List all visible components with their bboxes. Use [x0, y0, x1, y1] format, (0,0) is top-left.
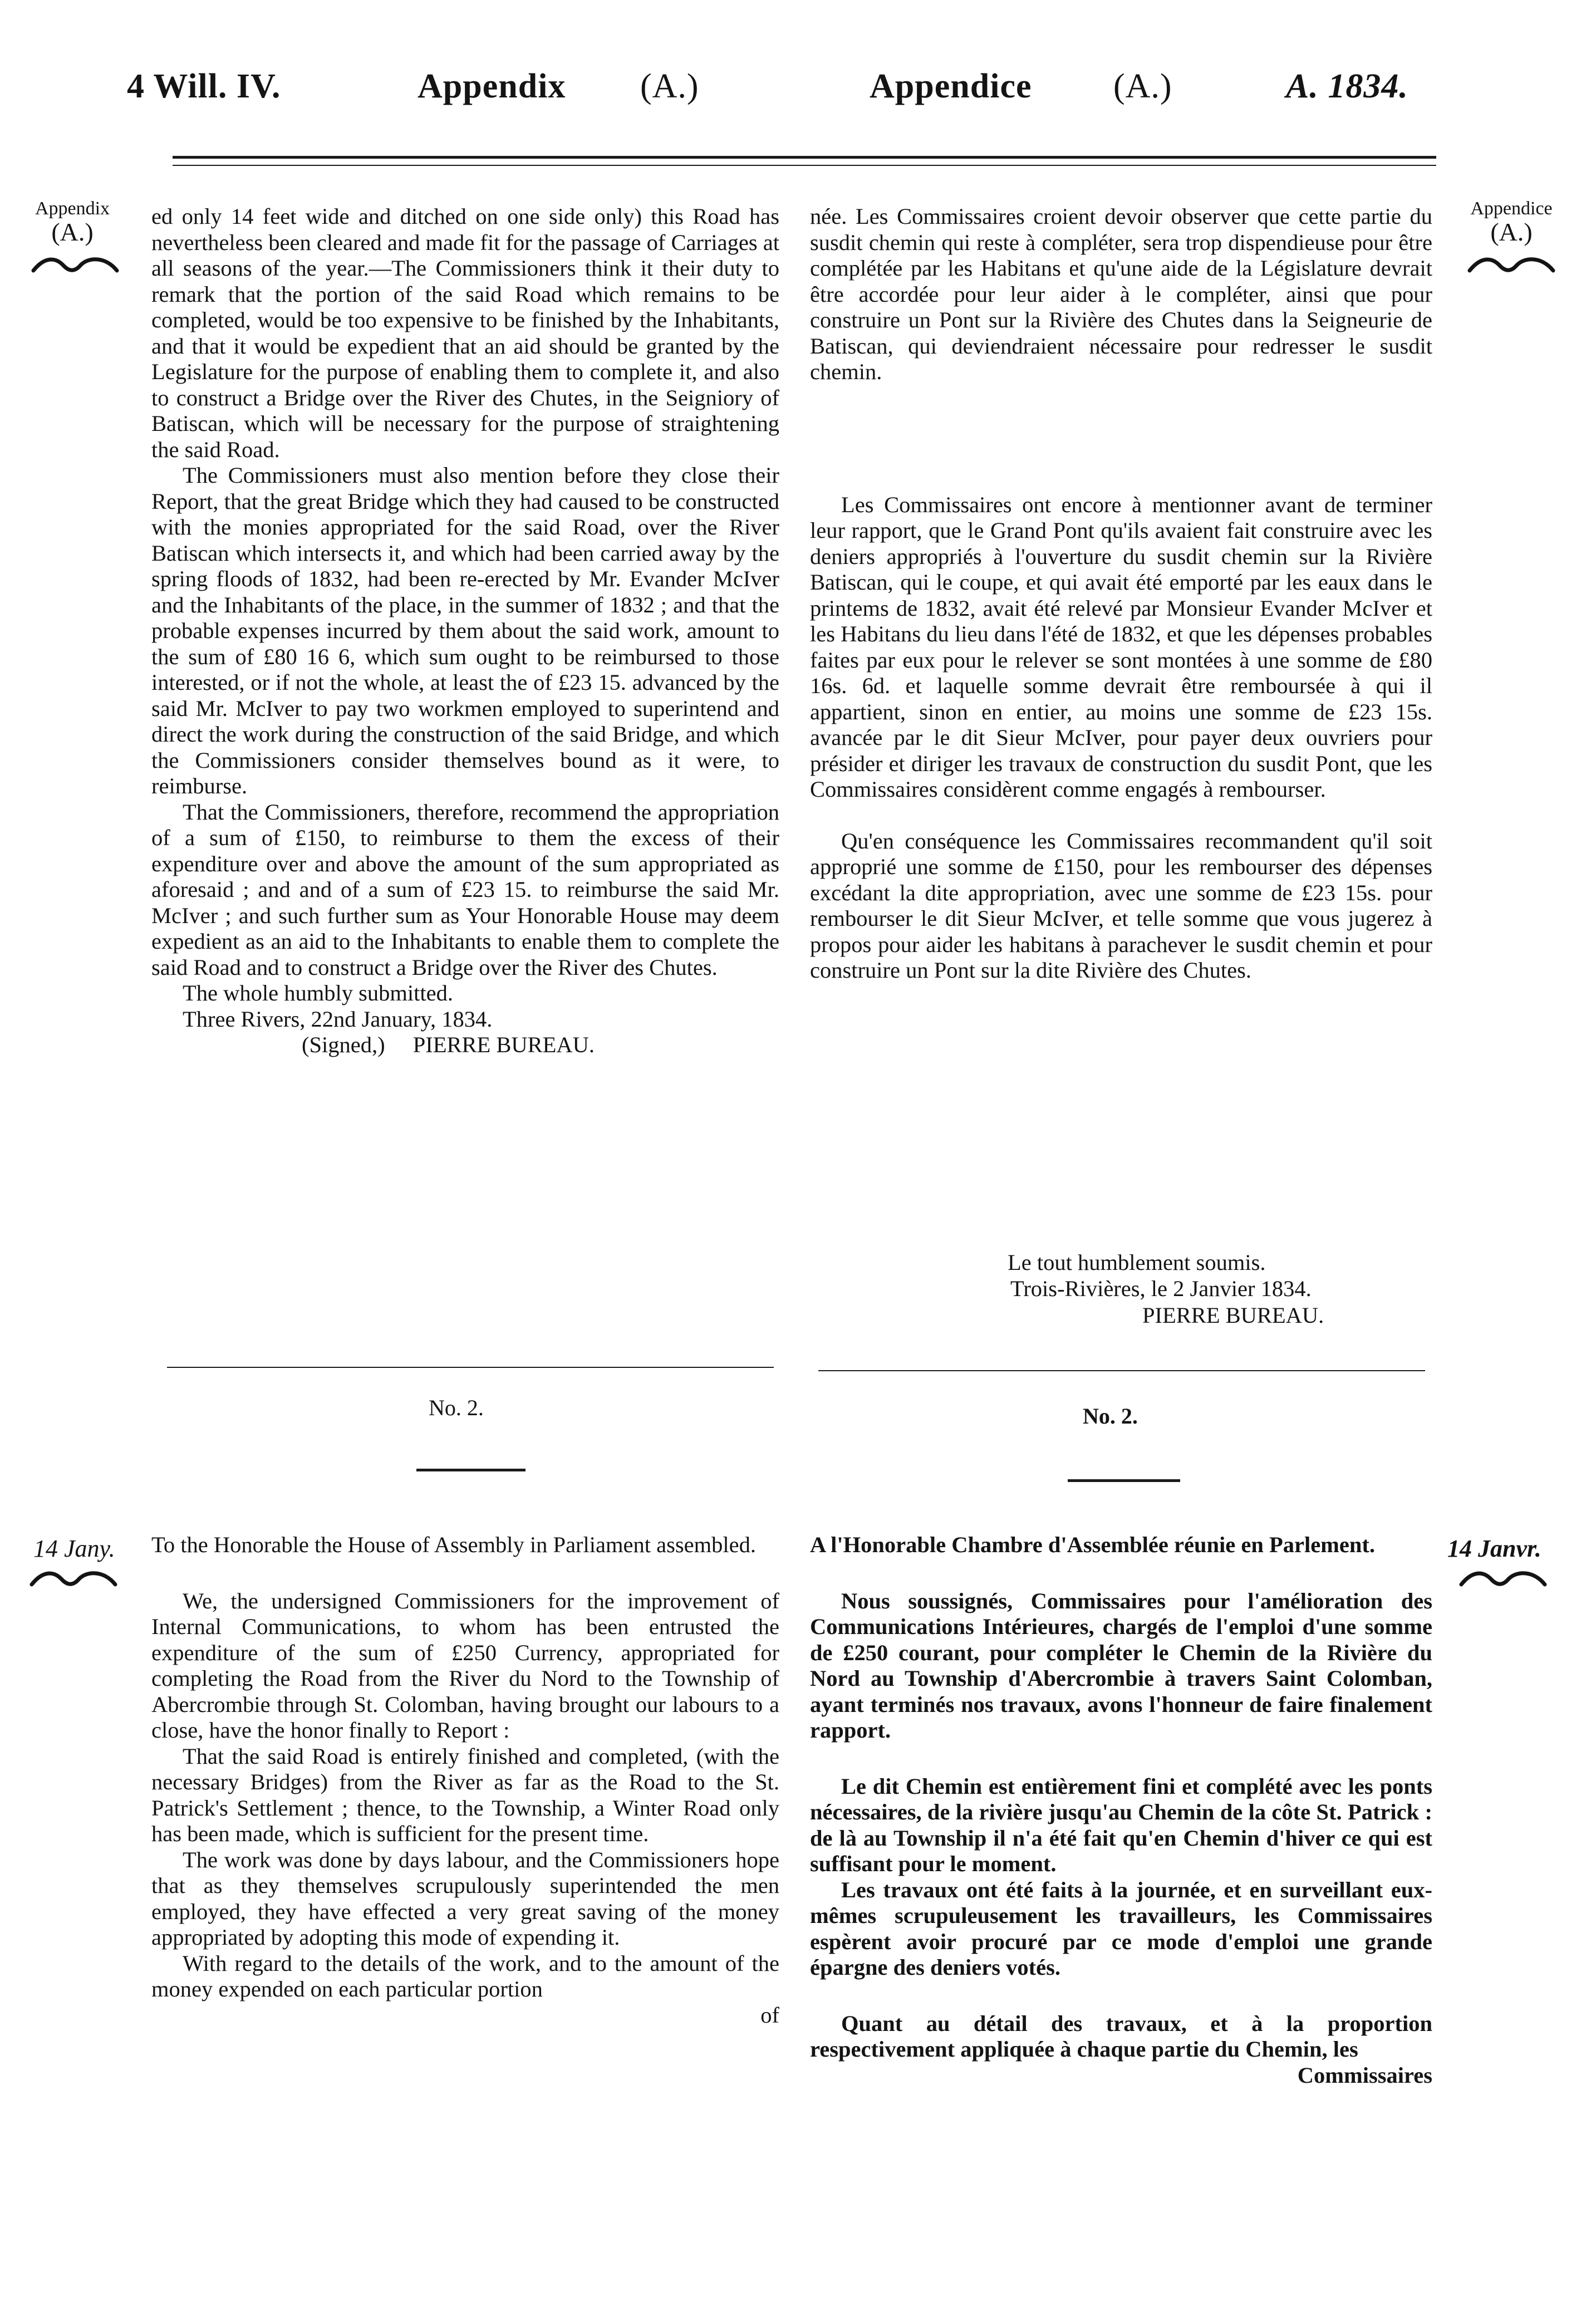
short-rule-right: [1068, 1479, 1180, 1482]
section-divider-left: [167, 1367, 774, 1368]
report-english-column: [151, 204, 779, 1058]
english-place-date: Three Rivers, 22nd January, 1834.: [183, 1006, 493, 1032]
flourish-ornament: [31, 254, 120, 276]
french-paragraph: née. Les Commissaires croient devoir observer que cette partie du susdit chemin qui reste à compléter, sera trop dispendieuse pour être complétée par les Habitans et qu'une aide de la Législature devrait être accordée pour leur aider à le compléter, ainsi que pour construire un Pont sur la Rivière des Chutes dans la Seigneurie de Batiscan, qui deviendraient nécessaire pour redresser le susdit chemin.: [810, 204, 1432, 384]
french-address: A l'Honorable Chambre d'Assemblée réunie en Parlement.: [810, 1532, 1376, 1557]
header-appendice-title: Appendice: [870, 67, 1032, 105]
margin-note-appendice-label: (A.): [1490, 218, 1533, 246]
french-paragraph: Quant au détail des travaux, et à la proportion respectivement appliquée à chaque partie du Chemin, les: [810, 2010, 1432, 2062]
letter-english-column: [151, 1532, 779, 2028]
margin-note-appendix-text: Appendix: [35, 198, 110, 219]
english-paragraph: ed only 14 feet wide and ditched on one side only) this Road has nevertheless been cleared and made fit for the passage of Carriages at all seasons of the year.—The Commissioners think it their duty to remark that the portion of the said Road which remains to be completed, would be too expensive to be finished by the Inhabitants, and that it would be expedient that an aid should be granted by the Legislature for the purpose of enabling them to complete it, and also to construct a Bridge over the River des Chutes, in the Seigniory of Batiscan, which will be necessary for the purpose of straightening the said Road.: [151, 204, 779, 462]
header-regnal-year: 4 Will. IV.: [127, 67, 281, 105]
signer-name: PIERRE BUREAU.: [412, 1032, 595, 1057]
header-appendice-label: (A.): [1113, 67, 1172, 105]
flourish-ornament: [29, 1568, 118, 1590]
header-appendix-label: (A.): [640, 67, 699, 105]
flourish-ornament: [1464, 254, 1559, 276]
english-address: To the Honorable the House of Assembly in Parliament assembled.: [151, 1532, 756, 1557]
english-closing: The whole humbly submitted.: [183, 980, 453, 1005]
header-year: A. 1834.: [1286, 67, 1408, 105]
document-number-left: No. 2.: [429, 1395, 484, 1420]
french-place-date: Trois-Rivières, le 2 Janvier 1834.: [1010, 1276, 1312, 1301]
document-number-right: No. 2.: [1083, 1404, 1138, 1429]
letter-french-column: [810, 1532, 1432, 2088]
french-paragraph: Nous soussignés, Commissaires pour l'amélioration des Communications Intérieures, chargés de l'emploi d'une somme de £250 courant, pour compléter le Chemin de la Rivière du Nord au Township d'Abercrombie à travers Saint Colomban, ayant terminés nos travaux, avons l'honneur de faire finalement rapport.: [810, 1588, 1432, 1743]
report-french-column: [810, 204, 1432, 984]
english-paragraph: That the Commissioners, therefore, recommend the appropriation of a sum of £150, to reimburse to them the excess of their expenditure over and above the amount of the sum appropriated as aforesaid ; and and of a sum of £23 15. to reimburse the said Mr. McIver ; and such further sum as Your Honorable House may deem expedient as an aid to the Inhabitants to enable them to complete the said Road and to construct a Bridge over the River des Chutes.: [151, 799, 779, 980]
english-signature-line: [151, 1032, 779, 1058]
english-paragraph: The work was done by days labour, and the Commissioners hope that as they themselves scrupulously superintended the men employed, they have effected a very great saving of the money appropriated by adopting this mode of expending it.: [151, 1847, 779, 1950]
flourish-ornament: [1456, 1568, 1550, 1590]
margin-note-appendice: [1456, 198, 1567, 244]
french-paragraph: Qu'en conséquence les Commissaires recommandent qu'il soit approprié une somme de £150, pour les rembourser des dépenses excédant la dite appropriation, avec une somme de £23 15s. pour rembourser le dit Sieur McIver, et telle somme que vous jugerez à propos pour aider les habitans à parachever le susdit chemin et pour construire un Pont sur la dite Rivière des Chutes.: [810, 828, 1432, 983]
french-paragraph: Les travaux ont été faits à la journée, et en surveillant eux-mêmes scrupuleusement les travailleurs, les Commissaires espèrent avoir procuré par ce mode d'emploi une grande épargne des deniers votés.: [810, 1877, 1432, 1980]
french-catchword: Commissaires: [1297, 2062, 1432, 2088]
french-paragraph: Le dit Chemin est entièrement fini et complété avec les ponts nécessaires, de la rivière jusqu'au Chemin de la côte St. Patrick : de là au Township il n'a été fait qu'en Chemin d'hiver ce qui est suffisant pour le moment.: [810, 1773, 1432, 1876]
short-rule-left: [416, 1469, 526, 1471]
header-appendix-title: Appendix: [418, 67, 566, 105]
french-paragraph: Les Commissaires ont encore à mentionner avant de terminer leur rapport, que le Grand Pont qu'ils avaient fait construire avec les deniers appropriés à l'ouverture du susdit chemin sur la Rivière Batiscan, qui le coupe, et qui avait été emporté par les eaux dans le printems de 1832, avait été relevé par Monsieur Evander McIver et les Habitans du lieu dans l'été de 1832, et que les dépenses probables faites par eux pour le relever se sont montées à une somme de £80 16s. 6d. et laquelle somme devrait être remboursée à qui il appartient, sinon en entier, au moins une somme de £23 15s. avancée par le dit Sieur McIver, pour payer deux ouvriers pour présider et diriger les travaux de construction du susdit Pont, que les Commissaires considèrent comme engagés à rembourser.: [810, 492, 1432, 802]
margin-note-appendice-text: Appendice: [1470, 198, 1553, 219]
margin-note-appendix: [28, 198, 117, 244]
margin-date-french: 14 Janvr.: [1447, 1535, 1541, 1562]
section-divider-right: [818, 1370, 1425, 1371]
header-rule-thin: [173, 165, 1436, 166]
header-rule-thick: [173, 156, 1436, 159]
signed-label: (Signed,): [302, 1032, 385, 1057]
english-catchword: of: [760, 2002, 779, 2028]
english-paragraph: With regard to the details of the work, and to the amount of the money expended on each particular portion: [151, 1950, 779, 2001]
english-paragraph: We, the undersigned Commissioners for the improvement of Internal Communications, to whom has been entrusted the expenditure of the sum of £250 Currency, appropriated for completing the Road from the River du Nord to the Township of Abercrombie through St. Colomban, having brought our labours to a close, have the honor finally to Report :: [151, 1588, 779, 1743]
english-paragraph: That the said Road is entirely finished and completed, (with the necessary Bridges) from the River as far as the Road to the St. Patrick's Settlement ; thence, to the Township, a Winter Road only has been made, which is sufficient for the present time.: [151, 1743, 779, 1846]
margin-note-appendix-label: (A.): [51, 218, 94, 246]
french-closing: Le tout humblement soumis.: [1008, 1250, 1266, 1275]
french-signer-name: PIERRE BUREAU.: [1142, 1303, 1324, 1328]
margin-date-english: 14 Jany.: [33, 1535, 115, 1562]
english-paragraph: The Commissioners must also mention before they close their Report, that the great Bridge which they had caused to be constructed with the monies appropriated for the said Road, over the River Batiscan which intersects it, and which had been carried away by the spring floods of 1832, had been re-erected by Mr. Evander McIver and the Inhabitants of the place, in the summer of 1832 ; and that the probable expenses incurred by them about the said work, amount to the sum of £80 16 6, which sum ought to be reimbursed to those interested, or if not the whole, at least the of £23 15. advanced by the said Mr. McIver to pay two workmen employed to superintend and direct the work during the construction of the said Bridge, and which the Commissioners consider themselves bound as it were, to reimburse.: [151, 463, 779, 798]
